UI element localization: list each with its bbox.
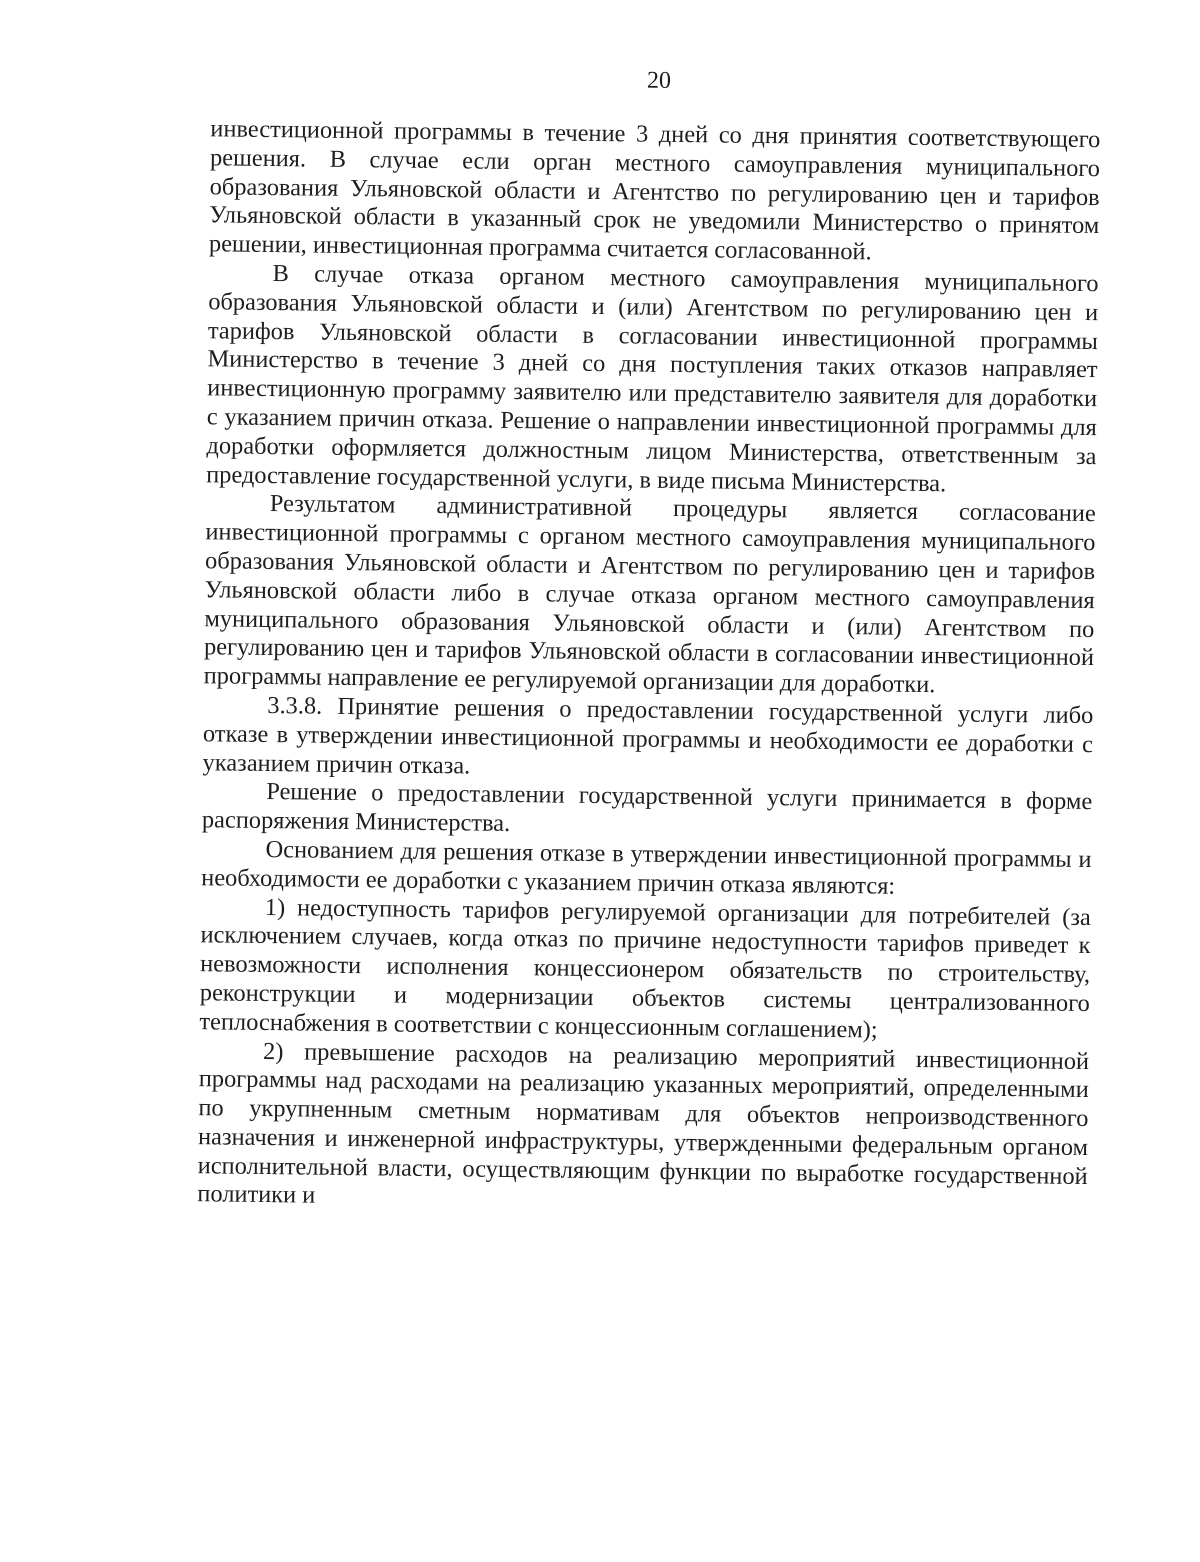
paragraph-procedure-result: Результатом административной процедуры является согласование инвестиционной программы с органом местного самоуправления муниципального образования Ульяновской области и Агентством по регулированию цен и тарифов Ульяновской области либо в случае отказа органом местного самоуправления муниципального образования Ульяновской области и (или) Агентством по регулированию цен и тарифов Ульяновской области в согласовании инвестиционной программы направление ее регулируемой организации для доработки. [203, 490, 1096, 699]
paragraph-decision-form: Решение о предоставлении государственной услуги принимается в форме распоряжения Министерства. [201, 778, 1093, 838]
paragraph-refusal-grounds: Основанием для решения отказе в утверждении инвестиционной программы и необходимости ее доработки с указанием причин отказа являются: [201, 835, 1092, 900]
list-item-2: 2) превышение расходов на реализацию мероприятий инвестиционной программы над расходами на реализацию указанных мероприятий, определенными по укрупненным сметным нормативам для объектов непроизводственного назначения и инженерной инфраструктуры, утвержденными федеральным органом исполнительной власти, осуществляющим функции по выработке государственной политики и [197, 1037, 1090, 1210]
page-number: 20 [646, 67, 672, 94]
paragraph-section-3-3-8: 3.3.8. Принятие решения о предоставлении государственной услуги либо отказе в утверждении инвестиционной программы и необходимости ее доработки с указанием причин отказа. [202, 691, 1094, 780]
paragraph-continuation: инвестиционной программы в течение 3 дней со дня принятия соответствующего решения. В случае если орган местного самоуправления муниципального образования Ульяновской области и Агентство по регулированию цен и тарифов Ульяновской области в указанный срок не уведомили Министерство о принятом решении, инвестиционная программа считается согласованной. [208, 115, 1101, 266]
list-item-1: 1) недоступность тарифов регулируемой организации для потребителей (за исключением случаев, когда отказ по причине недоступности тарифов приведет к невозможности исполнения концессионером обязательств по строительству, реконструкции и модернизации объектов системы централизованного теплоснабжения в соответствии с концессионным соглашением); [199, 893, 1091, 1044]
paragraph-refusal-approval: В случае отказа органом местного самоуправления муниципального образования Ульяновской области и (или) Агентством по регулированию цен и тарифов Ульяновской области в согласовании инвестиционной программы Министерство в течение 3 дней со дня поступления таких отказов направляет инвестиционную программу заявителю или представителю заявителя для доработки с указанием причин отказа. Решение о направлении инвестиционной программы для доработки оформляется должностным лицом Министерства, ответственным за предоставление государственной услуги, в виде письма Министерства. [206, 260, 1099, 497]
document-body [197, 115, 1100, 1220]
